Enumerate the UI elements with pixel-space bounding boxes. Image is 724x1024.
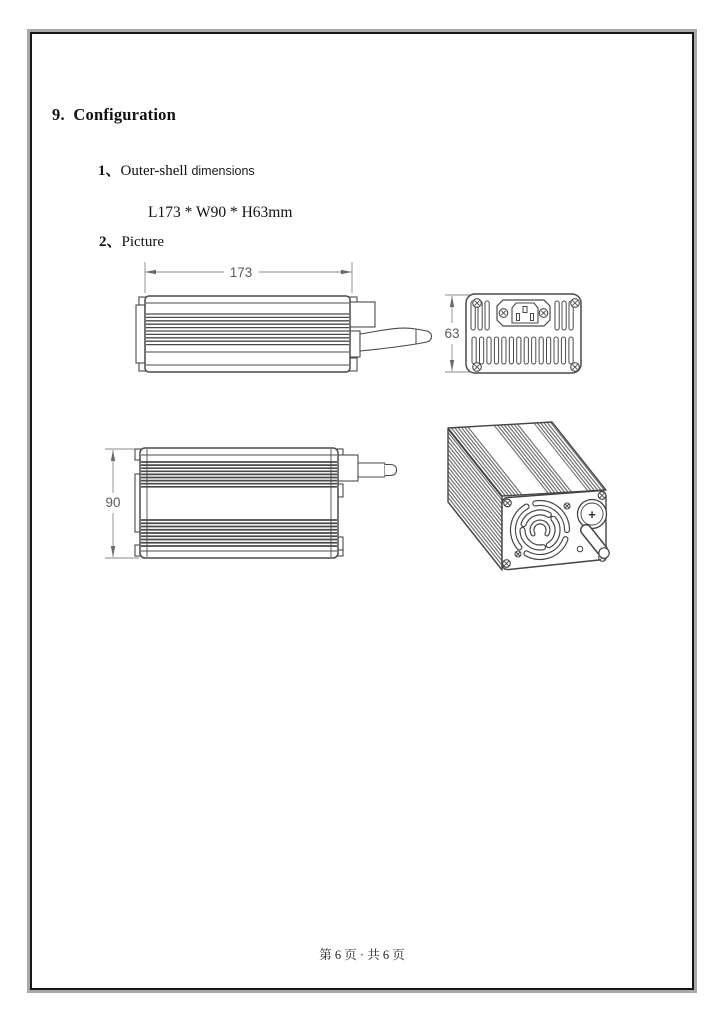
section-heading: 9. Configuration [52,105,176,124]
list-item-outer-shell [98,159,255,180]
list-item-1-label-suffix: dimensions [191,164,255,178]
dimension-spec-text: L173 * W90 * H63mm [148,204,293,221]
list-item-1-label: Outer-shell [120,163,192,179]
page-footer: 第 6 页 · 共 6 页 [319,948,405,962]
drawing-isometric-view [430,413,630,588]
drawing-side-view [100,255,440,385]
drawing-top-view [85,425,415,575]
list-item-1-marker: 1、 [98,163,121,179]
list-item-2-marker: 2、 [99,234,122,250]
dim-label-length: 173 [229,265,253,280]
list-item-2-label: Picture [121,234,165,250]
dim-label-height: 63 [444,326,460,341]
plus-label: + [588,507,596,522]
drawing-rear-view [425,280,595,385]
dim-label-width: 90 [105,495,121,510]
list-item-picture [99,230,164,251]
